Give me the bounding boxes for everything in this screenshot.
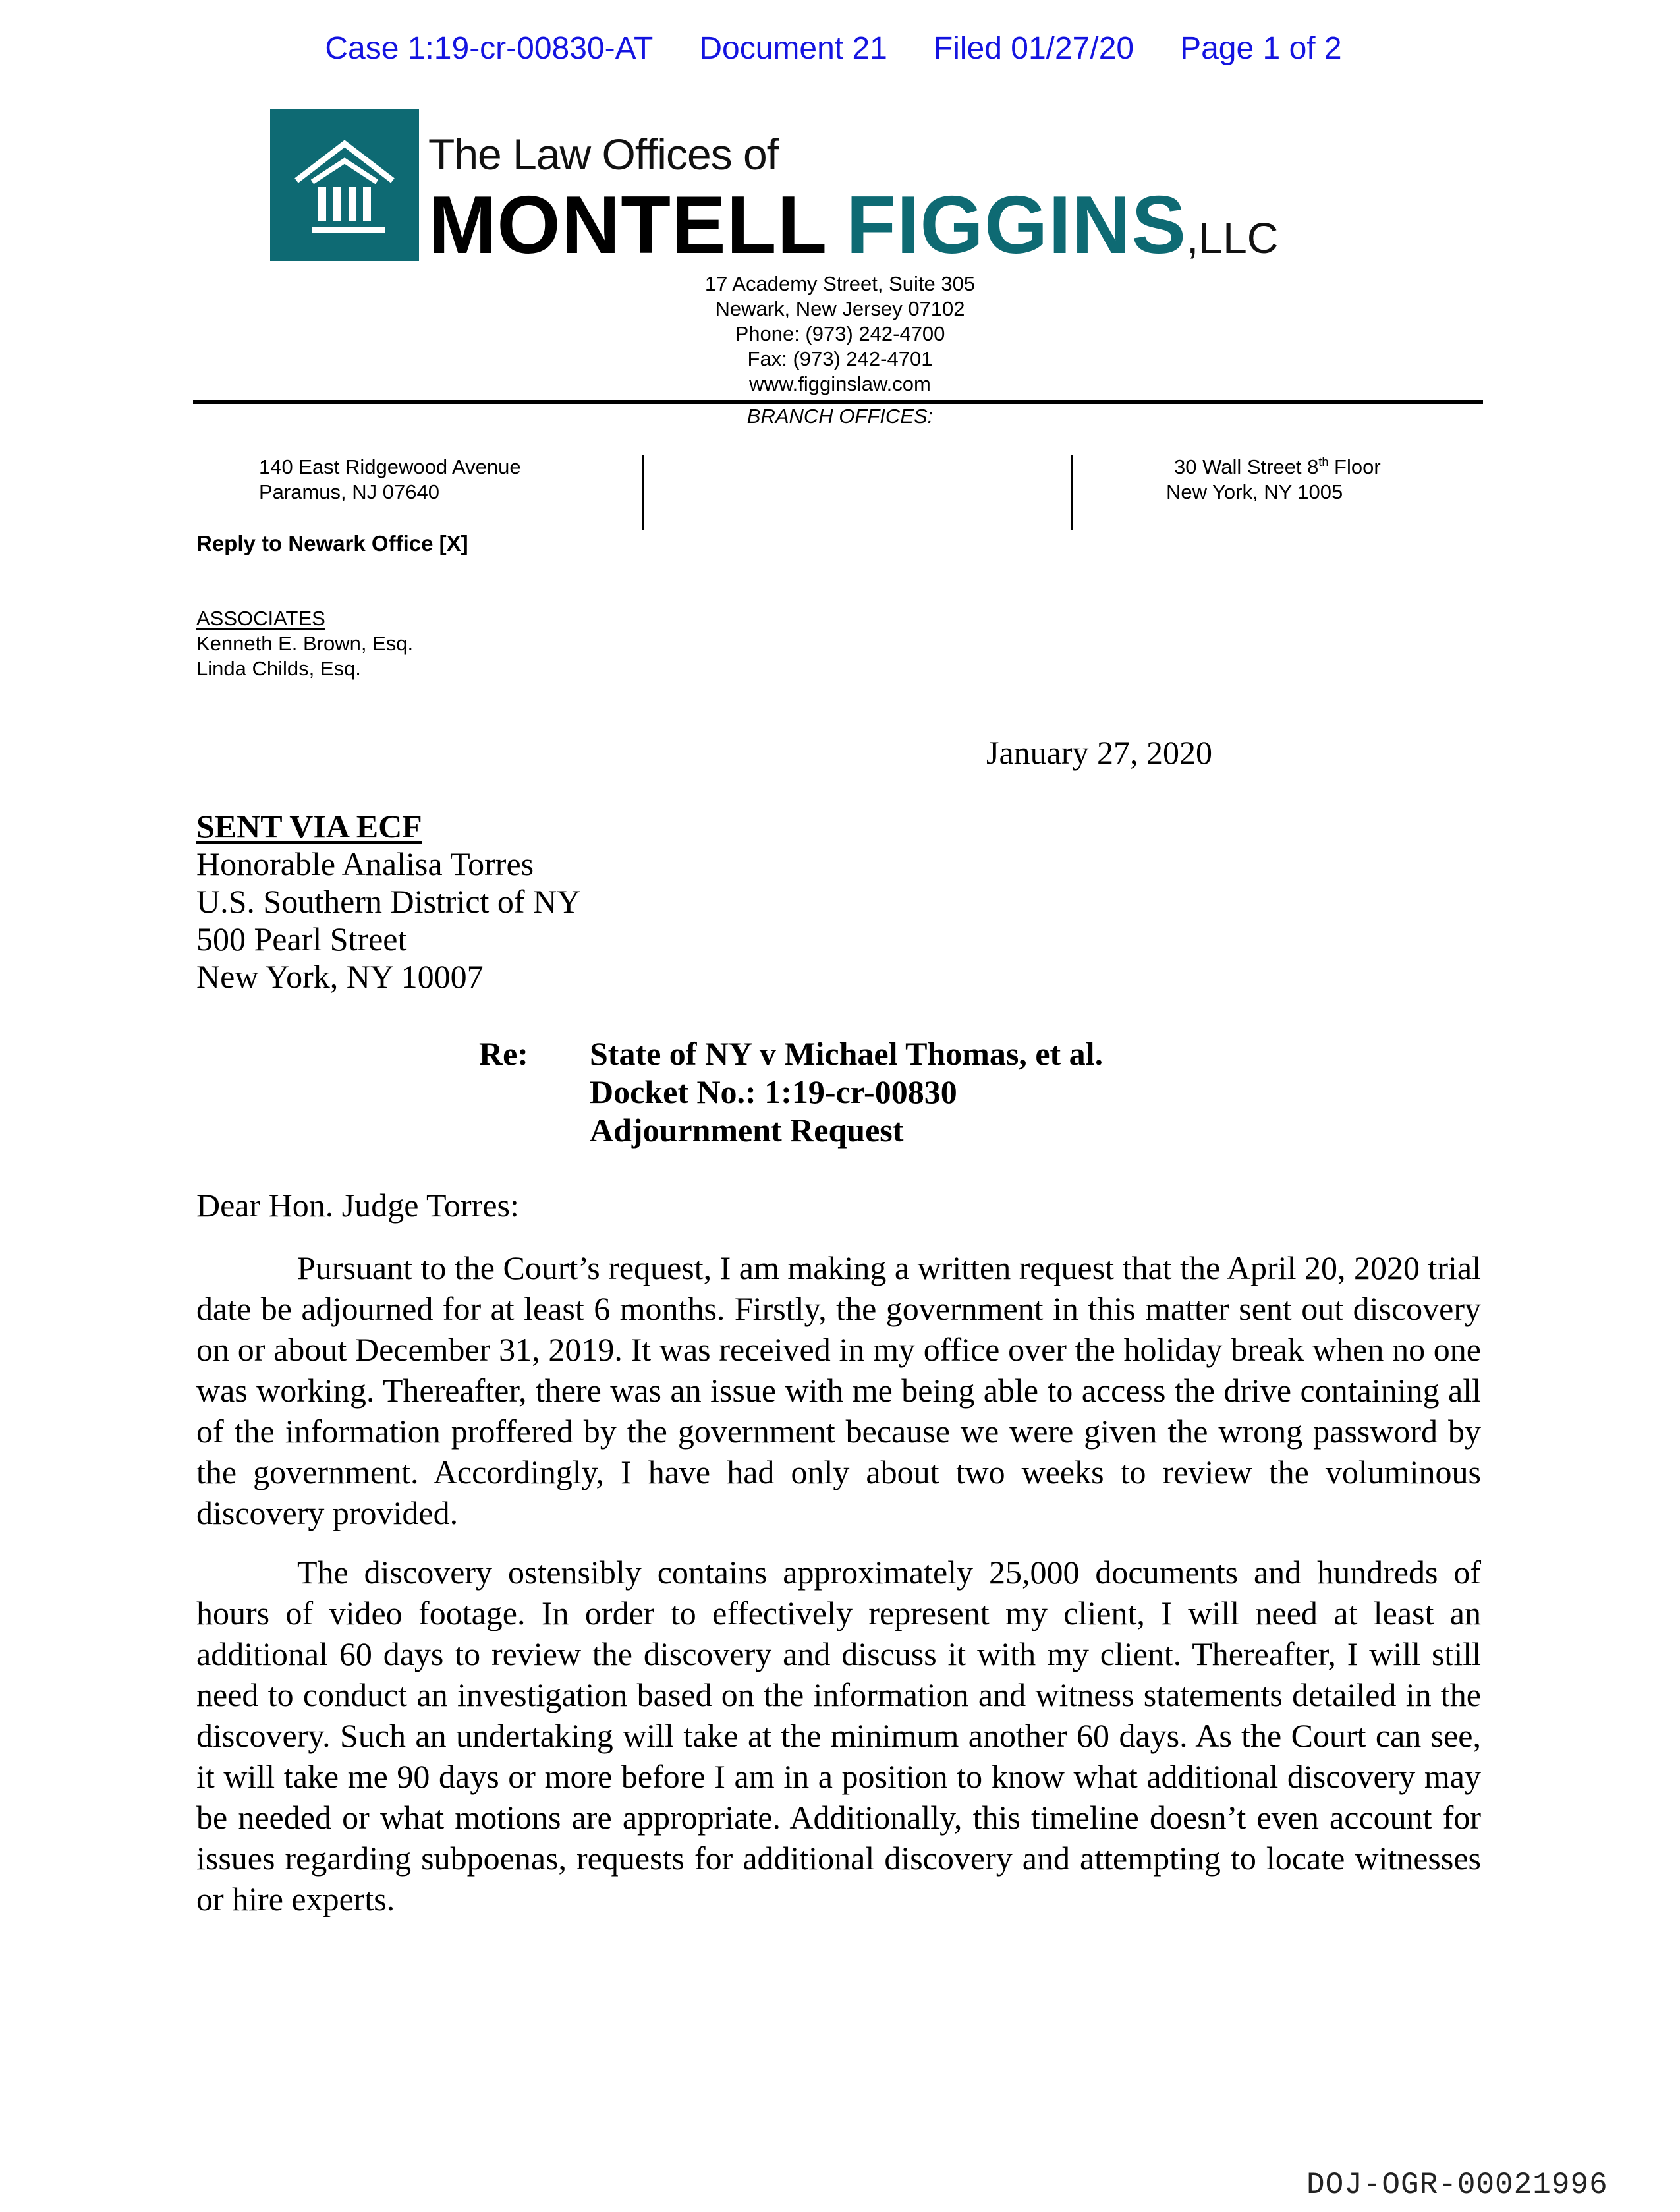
address-line: 30 Wall Street 8th Floor (1174, 455, 1381, 478)
firm-suffix: ,LLC (1187, 213, 1279, 262)
fax: Fax: (973) 242-4701 (747, 347, 933, 370)
address-line: Paramus, NJ 07640 (259, 480, 439, 503)
website: www.figginslaw.com (749, 372, 931, 395)
subject-line: Adjournment Request (590, 1112, 904, 1149)
case-number: Case 1:19-cr-00830-AT (325, 31, 654, 66)
recipient-line: Honorable Analisa Torres (196, 845, 534, 882)
ecf-filing-header (0, 30, 1680, 67)
bates-number: DOJ-OGR-00021996 (1306, 2168, 1608, 2202)
document-number: Document 21 (699, 31, 887, 66)
body-paragraph: The discovery ostensibly contains approximately 25,000 documents and hundreds of hours of video footage. In order to effectively represent my client, I will need at least an additional 60 days to review the discovery and discuss it with my client. Thereafter, I will still need to conduct an investigation based on the information and witness statements detailed in the discovery. Such an undertaking will take at the minimum another 60 days. As the Court can see, it will take me 90 days or more before I am in a position to know what additional discovery may be needed or what motions are appropriate. Additionally, this timeline doesn’t even account for issues regarding subpoenas, requests for additional discovery and attempting to locate witnesses or hire experts. (196, 1554, 1481, 1917)
courthouse-icon (270, 109, 419, 261)
case-caption: State of NY v Michael Thomas, et al. (590, 1035, 1104, 1072)
firm-subtitle: The Law Offices of (428, 130, 779, 179)
branch-divider (1071, 455, 1073, 530)
address-line: Newark, New Jersey 07102 (715, 297, 965, 320)
associate-name: Linda Childs, Esq. (196, 657, 361, 680)
letter-date: January 27, 2020 (986, 734, 1212, 771)
salutation: Dear Hon. Judge Torres: (196, 1187, 519, 1224)
address-line: 17 Academy Street, Suite 305 (704, 272, 976, 295)
address-line: 140 East Ridgewood Avenue (259, 455, 521, 478)
branch-offices-label: BRANCH OFFICES: (746, 405, 934, 428)
branch-divider (642, 455, 644, 530)
filed-date: Filed 01/27/20 (933, 31, 1134, 66)
address-line: New York, NY 1005 (1166, 480, 1343, 503)
firm-name-last: FIGGINS (846, 180, 1187, 271)
reply-to-notice: Reply to Newark Office [X] (196, 531, 468, 555)
associates-heading: ASSOCIATES (196, 607, 325, 630)
associates-list (196, 606, 413, 681)
letterhead-divider (193, 400, 1483, 404)
re-label: Re: (479, 1035, 528, 1072)
page-indicator: Page 1 of 2 (1180, 31, 1342, 66)
body-paragraph: Pursuant to the Court’s request, I am making a written request that the April 20, 2020 trial date be adjourned for at least 6 months. Firstly, the government in this matter sent out discovery on or about December 31, 2019. It was received in my office over the holiday break when no one was working. Thereafter, there was an issue with me being able to access the drive containing all of the information proffered by the government because we were given the wrong password by the government. Accordingly, I have had only about two weeks to review the voluminous discovery provided. (196, 1249, 1481, 1531)
associate-name: Kenneth E. Brown, Esq. (196, 632, 414, 655)
recipient-line: 500 Pearl Street (196, 921, 407, 957)
recipient-line: New York, NY 10007 (196, 958, 484, 995)
delivery-method: SENT VIA ECF (196, 808, 422, 845)
firm-name (428, 180, 1279, 271)
branch-office-paramus (259, 455, 521, 505)
recipient-line: U.S. Southern District of NY (196, 883, 581, 920)
branch-office-new-york (1166, 455, 1381, 505)
firm-name-first: MONTELL (428, 180, 828, 271)
docket-number: Docket No.: 1:19-cr-00830 (590, 1073, 957, 1110)
recipient-block (196, 808, 580, 996)
subject-block (479, 1035, 1103, 1149)
phone: Phone: (973) 242-4700 (735, 322, 945, 345)
main-office-address (0, 271, 1680, 397)
